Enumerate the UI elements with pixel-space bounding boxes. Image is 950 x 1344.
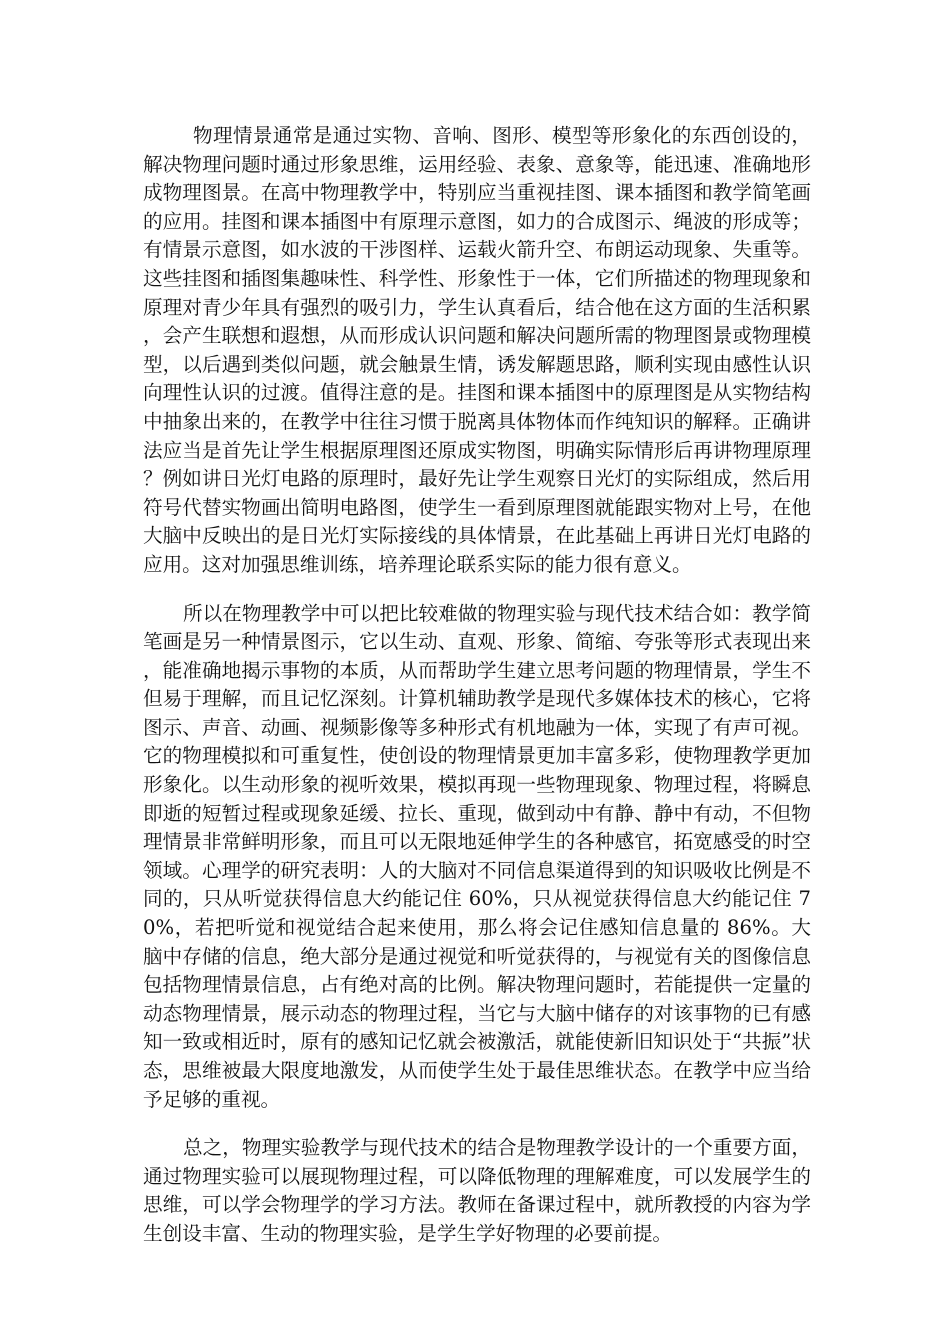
paragraph-2: 所以在物理教学中可以把比较难做的物理实验与现代技术结合如：教学简笔画是另一种情景图示，它以生动、直观、形象、简缩、夸张等形式表现出来，能准确地揭示事物的本质，从而帮助学生建立思考问题的物理情景，学生不但易于理解，而且记忆深刻。计算机辅助教学是现代多媒体技术的核心，它将图示、声音、动画、视频影像等多种形式有机地融为一体，实现了有声可视。它的物理模拟和可重复性，使创设的物理情景更加丰富多彩，使物理教学更加形象化。以生动形象的视听效果，模拟再现一些物理现象、物理过程，将瞬息即逝的短暂过程或现象延缓、拉长、重现，做到动中有静、静中有动，不但物理情景非常鲜明形象，而且可以无限地延伸学生的各种感官，拓宽感受的时空领域。心理学的研究表明：人的大脑对不同信息渠道得到的知识吸收比例是不同的，只从听觉获得信息大约能记住 60%，只从视觉获得信息大约能记住 70%，若把听觉和视觉结合起来使用，那么将会记住感知信息量的 86%。大脑中存储的信息，绝大部分是通过视觉和听觉获得的，与视觉有关的图像信息包括物理情景信息，占有绝对高的比例。解决物理问题时，若能提供一定量的动态物理情景，展示动态的物理过程，当它与大脑中储存的对该事物的已有感知一致或相近时，原有的感知记忆就会被激活，就能使新旧知识处于“共振”状态，思维被最大限度地激发，从而使学生处于最佳思维状态。在教学中应当给予足够的重视。 — [143, 601, 811, 1111]
document-body — [143, 122, 811, 1249]
paragraph-1: 物理情景通常是通过实物、音响、图形、模型等形象化的东西创设的，解决物理问题时通过形象思维，运用经验、表象、意象等，能迅速、准确地形成物理图景。在高中物理教学中，特别应当重视挂图、课本插图和教学简笔画的应用。挂图和课本插图中有原理示意图，如力的合成图示、绳波的形成等；有情景示意图，如水波的干涉图样、运载火箭升空、布朗运动现象、失重等。这些挂图和插图集趣味性、科学性、形象性于一体，它们所描述的物理现象和原理对青少年具有强烈的吸引力，学生认真看后，结合他在这方面的生活积累，会产生联想和遐想，从而形成认识问题和解决问题所需的物理图景或物理模型，以后遇到类似问题，就会触景生情，诱发解题思路，顺利实现由感性认识向理性认识的过渡。值得注意的是。挂图和课本插图中的原理图是从实物结构中抽象出来的，在教学中往往习惯于脱离具体物体而作纯知识的解释。正确讲法应当是首先让学生根据原理图还原成实物图，明确实际情形后再讲物理原理？例如讲日光灯电路的原理时，最好先让学生观察日光灯的实际组成，然后用符号代替实物画出简明电路图，使学生一看到原理图就能跟实物对上号，在他大脑中反映出的是日光灯实际接线的具体情景，在此基础上再讲日光灯电路的应用。这对加强思维训练，培养理论联系实际的能力很有意义。 — [143, 124, 811, 576]
paragraph-3: 总之，物理实验教学与现代技术的结合是物理教学设计的一个重要方面，通过物理实验可以展现物理过程，可以降低物理的理解难度，可以发展学生的思维，可以学会物理学的学习方法。教师在备课过程中，就所教授的内容为学生创设丰富、生动的物理实验，是学生学好物理的必要前提。 — [143, 1136, 811, 1245]
